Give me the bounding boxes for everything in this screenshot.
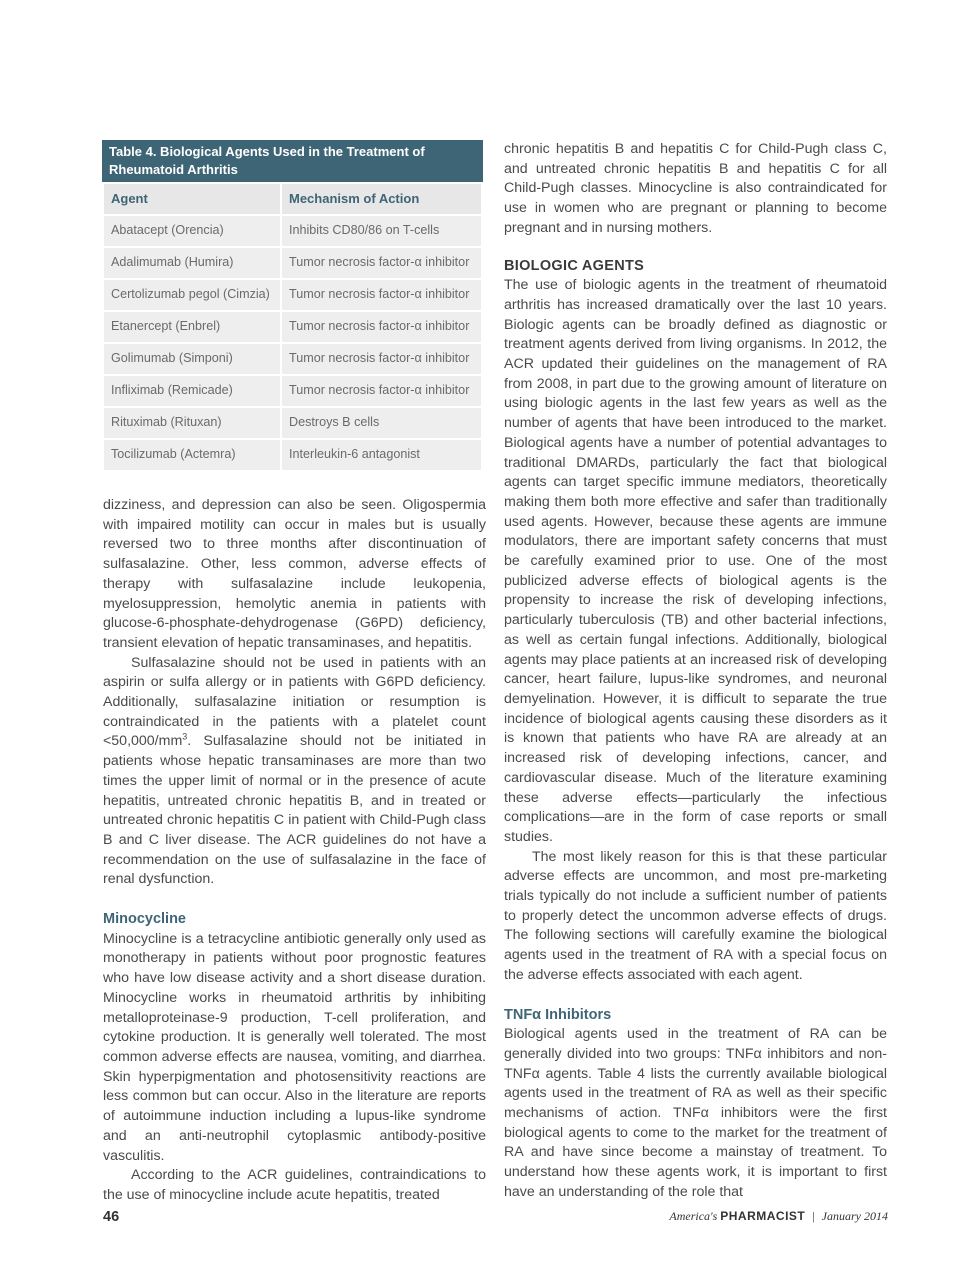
header-mechanism: Mechanism of Action: [282, 184, 481, 214]
header-agent: Agent: [104, 184, 280, 214]
agent-cell: Infliximab (Remicade): [104, 376, 280, 406]
paragraph: Biological agents used in the treatment of RA can be generally divided into two groups: TNFα inhibitors and non-TNFα agents. Table 4 lists the currently available biological agents used in the treatment of RA as well as their specific mechanisms of action. TNFα inhibitors were the first biological agents to come to the market for the treatment of RA and have since become a mainstay of treatment. To understand how these agents work, it is important to first have an understanding of the role that: [504, 1026, 887, 1200]
section-heading-minocycline: Minocycline: [103, 911, 186, 928]
section-heading-tnf-inhibitors: TNFα Inhibitors: [504, 1006, 612, 1023]
paragraph: chronic hepatitis B and hepatitis C for Child-Pugh class C, and untreated chronic hepatitis B and hepatitis C for all Child-Pugh classes. Minocycline is also contraindicated for use in women who are pregnant or planning to become pregnant and in nursing mothers.: [504, 141, 887, 236]
paragraph: The most likely reason for this is that these particular adverse effects are uncommon, and most pre-marketing trials typically do not include a sufficient number of patients to properly detect the uncommon adverse effects of drugs. The following sections will carefully examine the biological agents used in the treatment of RA with a special focus on the adverse effects associated with each agent.: [504, 848, 887, 983]
paragraph: dizziness, and depression can also be seen. Oligospermia with impaired motility can occur in males but is usually reversed two to three months after discontinuation of sulfasalazine. Other, less common, adverse effects of therapy with sulfasalazine include leukopenia, myelosuppression, hemolytic anemia in patients with glucose-6-phosphate-dehydrogenase (G6PD) deficiency, transient elevation of hepatic transaminases, and hepatitis.: [103, 497, 486, 651]
agent-cell: Etanercept (Enbrel): [104, 312, 280, 342]
mechanism-cell: Destroys B cells: [282, 408, 481, 438]
table-row: [104, 408, 481, 438]
agent-cell: Certolizumab pegol (Cimzia): [104, 280, 280, 310]
journal-name: [669, 1209, 888, 1224]
table-row: [104, 440, 481, 470]
mechanism-cell: Tumor necrosis factor-α inhibitor: [282, 344, 481, 374]
paragraph: The use of biologic agents in the treatment of rheumatoid arthritis has increased dramatically over the last 10 years. Biologic agents can be broadly defined as diagnostic or treatment agents derived from living organisms. In 2012, the ACR updated their guidelines on the management of RA from 2008, in part due to the growing amount of literature on using biologic agents in the last few years as well as the number of agents that have been introduced to the market. Biological agents have a number of potential advantages to traditional DMARDs, particularly the fact that biological agents can target specific immune mediators, theoretically making them both more effective and safer than traditionally used agents. However, because these agents are immune modulators, there are important safety concerns that must be carefully examined prior to use. One of the most publicized adverse effects of biological agents is the propensity to increase the risk of developing infections, particularly tuberculosis (TB) and other bacterial infections, as well as certain fungal infections. Additionally, biological agents may place patients at an increased risk of developing cancer, heart failure, lupus-like syndromes, and neuronal demyelination. However, it is difficult to separate the true incidence of biological agents causing these disorders as it is known that patients who have RA are already at an increased risk of developing infections, cancer, and cardiovascular disease. Much of the literature examining these adverse effects—particularly the infectious complications—are in the form of case reports or small studies.: [504, 277, 887, 845]
table-row: [104, 280, 481, 310]
table-row: [104, 216, 481, 246]
biological-agents-table: [102, 140, 483, 472]
mechanism-cell: Tumor necrosis factor-α inhibitor: [282, 312, 481, 342]
table-header-row: [104, 184, 481, 214]
page-footer: [103, 1209, 888, 1233]
journal-prefix: America's: [669, 1209, 718, 1223]
table-caption: Table 4. Biological Agents Used in the Treatment of Rheumatoid Arthritis: [102, 140, 483, 182]
agent-cell: Tocilizumab (Actemra): [104, 440, 280, 470]
page-number: 46: [103, 1209, 120, 1225]
mechanism-cell: Interleukin-6 antagonist: [282, 440, 481, 470]
mechanism-cell: Tumor necrosis factor-α inhibitor: [282, 248, 481, 278]
journal-brand: PHARMACIST: [720, 1209, 806, 1223]
table-row: [104, 312, 481, 342]
paragraph: According to the ACR guidelines, contraindications to the use of minocycline include acute hepatitis, treated: [103, 1167, 486, 1203]
section-heading-biologic-agents: BIOLOGIC AGENTS: [504, 257, 645, 274]
paragraph: Minocycline is a tetracycline antibiotic generally only used as monotherapy in patients without poor prognostic features who have low disease activity and a short disease duration. Minocycline works in rheumatoid arthritis by inhibiting metalloproteinase-9 production, T-cell proliferation, and cytokine production. It is generally well tolerated. The most common adverse effects are nausea, vomiting, and diarrhea. Skin hyperpigmentation and photosensitivity reactions are less common but can occur. Also in the literature are reports of autoimmune induction including a lupus-like syndrome and an anti-neutrophil cytoplasmic antibody-positive vasculitis.: [103, 930, 486, 1164]
mechanism-cell: Inhibits CD80/86 on T-cells: [282, 216, 481, 246]
issue-date: January 2014: [821, 1209, 888, 1223]
footer-separator: |: [812, 1209, 815, 1223]
table-row: [104, 376, 481, 406]
agent-cell: Rituximab (Rituxan): [104, 408, 280, 438]
agent-cell: Abatacept (Orencia): [104, 216, 280, 246]
left-column: [103, 140, 486, 1206]
paragraph: Sulfasalazine should not be used in patients with an aspirin or sulfa allergy or in patients with G6PD deficiency. Additionally, sulfasalazine initiation or resumption is contraindicated in the patients with a platelet count $<50,000/mm^3$. Sulfasalazine should not be initiated in patients whose hepatic transaminases are more than two times the upper limit of normal or in the presence of acute hepatitis, untreated chronic hepatitis B, and in treated or untreated chronic hepatitis C in patient with Child-Pugh class B and C liver disease. The ACR guidelines do not have a recommendation on the use of sulfasalazine in the face of renal dysfunction.: [103, 654, 486, 888]
mechanism-cell: Tumor necrosis factor-α inhibitor: [282, 280, 481, 310]
agent-cell: Golimumab (Simponi): [104, 344, 280, 374]
table-row: [104, 344, 481, 374]
agent-cell: Adalimumab (Humira): [104, 248, 280, 278]
table-row: [104, 248, 481, 278]
mechanism-cell: Tumor necrosis factor-α inhibitor: [282, 376, 481, 406]
right-column: [504, 140, 887, 1203]
